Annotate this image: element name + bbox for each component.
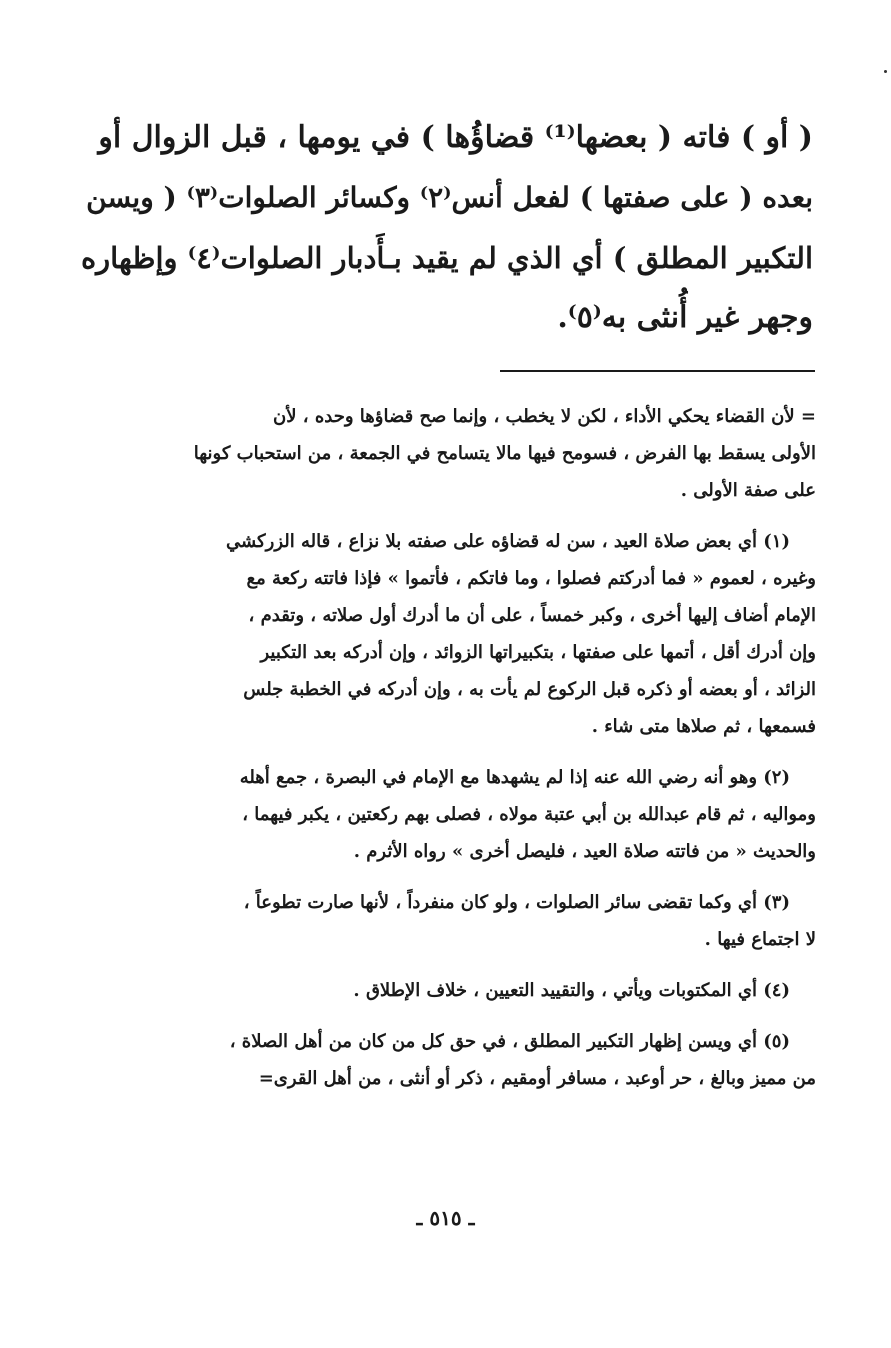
- footnote-line: الإمام أضاف إليها أخرى ، وكبر خمساً ، على أن ما أدرك أول صلاته ، وتقدم ،: [248, 605, 816, 626]
- footnote-line: ومواليه ، ثم قام عبدالله بن أبي عتبة مولاه ، فصلى بهم ركعتين ، يكبر فيهما ،: [242, 804, 816, 825]
- main-text-line-1: ( أو ) فاته ( بعضها⁽¹⁾ قضاؤُها ) في يومها ، قبل الزوال أو: [98, 120, 813, 155]
- footnote-separator: [500, 370, 815, 372]
- footnote-line: من مميز وبالغ ، حر أوعبد ، مسافر أومقيم ، ذكر أو أنثى ، من أهل القرى=: [258, 1068, 816, 1089]
- footnote-line: (٤) أي المكتوبات ويأتي ، والتقييد التعيين ، خلاف الإطلاق .: [353, 980, 790, 1001]
- footnote-line: = لأن القضاء يحكي الأداء ، لكن لا يخطب ، وإنما صح قضاؤها وحده ، لأن: [273, 406, 816, 427]
- main-text-line-3: التكبير المطلق ) أي الذي لم يقيد بـأَدبار الصلوات⁽٤⁾ وإظهاره: [80, 241, 813, 275]
- footnote-line: (١) أي بعض صلاة العيد ، سن له قضاؤه على صفته بلا نزاع ، قاله الزركشي: [226, 531, 790, 552]
- main-text-line-4: وجهر غير أُنثى به⁽٥⁾.: [557, 300, 813, 335]
- main-text: [78, 108, 813, 348]
- footnote-continuation: [78, 398, 816, 509]
- footnote-line: فسمعها ، ثم صلاها متى شاء .: [591, 716, 816, 737]
- footnote-4: [78, 972, 816, 1009]
- footnote-line: الأولى يسقط بها الفرض ، فسومح فيها مالا يتسامح في الجمعة ، من استحباب كونها: [193, 443, 816, 464]
- footnote-line: (٥) أي ويسن إظهار التكبير المطلق ، في حق كل من كان من أهل الصلاة ،: [229, 1031, 790, 1052]
- footnote-line: وإن أدرك أقل ، أتمها على صفتها ، بتكبيراتها الزوائد ، وإن أدركه بعد التكبير: [260, 642, 816, 663]
- main-text-line-2: بعده ( على صفتها ) لفعل أنس⁽٢⁾ وكسائر الصلوات⁽٣⁾ ( ويسن: [86, 181, 813, 214]
- footnotes: [78, 398, 816, 1111]
- footnote-line: (٣) أي وكما تقضى سائر الصلوات ، ولو كان منفرداً ، لأنها صارت تطوعاً ،: [243, 892, 790, 913]
- footnote-5: [78, 1023, 816, 1097]
- footnote-1: [78, 523, 816, 745]
- footnote-line: الزائد ، أو بعضه أو ذكره قبل الركوع لم يأت به ، وإن أدركه في الخطبة جلس: [243, 679, 816, 700]
- footnote-line: والحديث « من فاتته صلاة العيد ، فليصل أخرى » رواه الأثرم .: [353, 841, 816, 862]
- footnote-line: (٢) وهو أنه رضي الله عنه إذا لم يشهدها مع الإمام في البصرة ، جمع أهله: [239, 767, 790, 788]
- edge-mark: [884, 70, 887, 73]
- footnote-line: على صفة الأولى .: [680, 480, 816, 501]
- footnote-2: [78, 759, 816, 870]
- footnote-line: وغيره ، لعموم « فما أدركتم فصلوا ، وما فاتكم ، فأتموا » فإذا فاتته ركعة مع: [246, 568, 816, 589]
- footnote-line: لا اجتماع فيها .: [704, 929, 816, 950]
- page-number: ـ ٥١٥ ـ: [416, 1206, 475, 1230]
- footnote-3: [78, 884, 816, 958]
